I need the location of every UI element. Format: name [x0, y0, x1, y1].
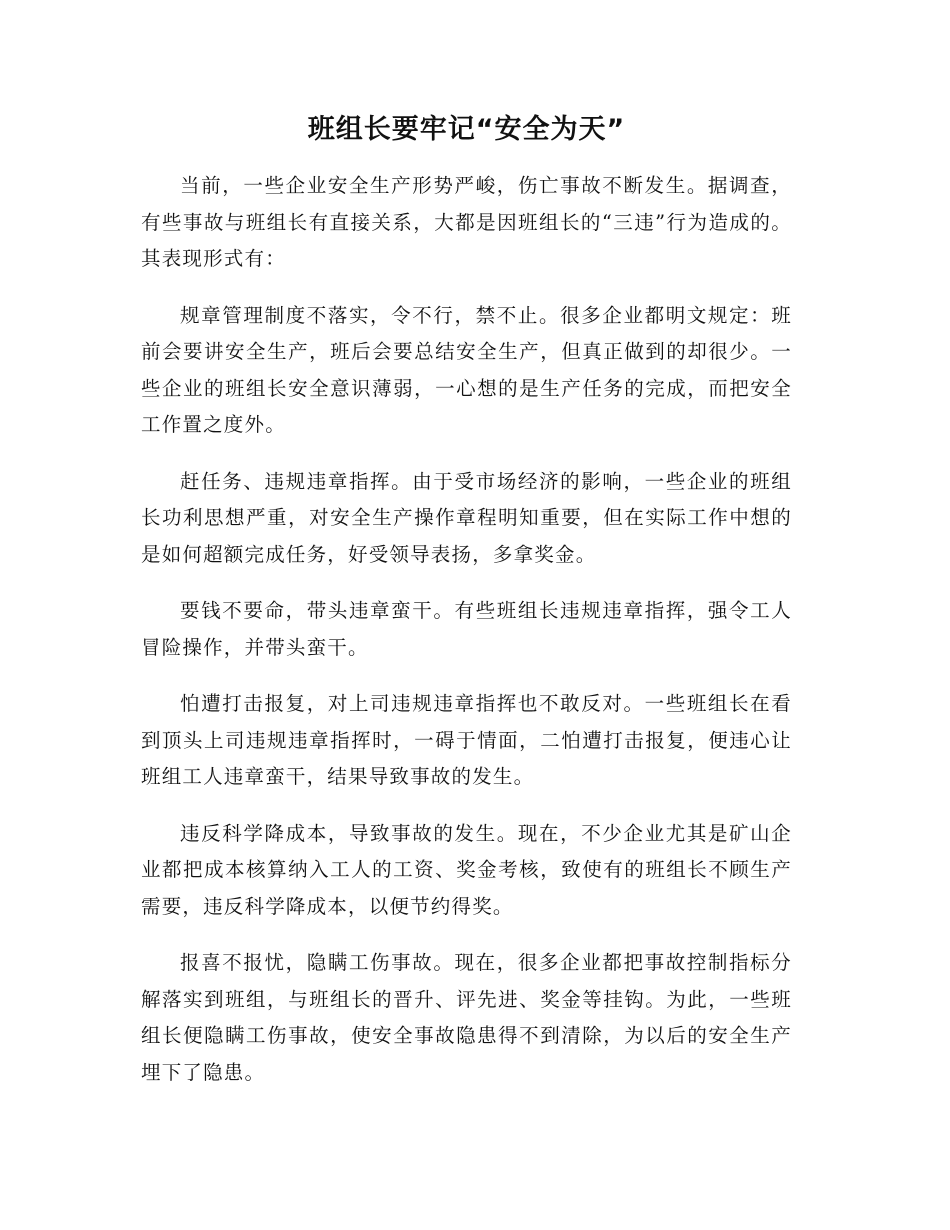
paragraph-rushing-tasks: 赶任务、违规违章指挥。由于受市场经济的影响，一些企业的班组长功利思想严重，对安全生产操作章程明知重要，但在实际工作中想的是如何超额完成任务，好受领导表扬，多拿奖金。: [141, 469, 792, 566]
paragraph-rules-not-enforced: 规章管理制度不落实，令不行，禁不止。很多企业都明文规定：班前会要讲安全生产，班后会要总结安全生产，但真正做到的却很少。一些企业的班组长安全意识薄弱，一心想的是生产任务的完成，而把安全工作置之度外。: [141, 303, 792, 436]
paragraph-cost-cutting: 违反科学降成本，导致事故的发生。现在，不少企业尤其是矿山企业都把成本核算纳入工人的工资、奖金考核，致使有的班组长不顾生产需要，违反科学降成本，以便节约得奖。: [141, 821, 792, 918]
paragraph-money-over-life: 要钱不要命，带头违章蛮干。有些班组长违规违章指挥，强令工人冒险操作，并带头蛮干。: [141, 599, 792, 659]
paragraph-hiding-accidents: 报喜不报忧，隐瞒工伤事故。现在，很多企业都把事故控制指标分解落实到班组，与班组长的晋升、评先进、奖金等挂钩。为此，一些班组长便隐瞒工伤事故，使安全事故隐患得不到清除，为以后的安全生产埋下了隐患。: [141, 951, 792, 1084]
document-title: 班组长要牢记“安全为天”: [307, 114, 626, 145]
paragraph-fear-of-retaliation: 怕遭打击报复，对上司违规违章指挥也不敢反对。一些班组长在看到顶头上司违规违章指挥时，一碍于情面，二怕遭打击报复，便违心让班组工人违章蛮干，结果导致事故的发生。: [141, 692, 792, 788]
paragraph-intro: 当前，一些企业安全生产形势严峻，伤亡事故不断发生。据调查，有些事故与班组长有直接关系，大都是因班组长的“三违”行为造成的。其表现形式有：: [141, 174, 792, 270]
